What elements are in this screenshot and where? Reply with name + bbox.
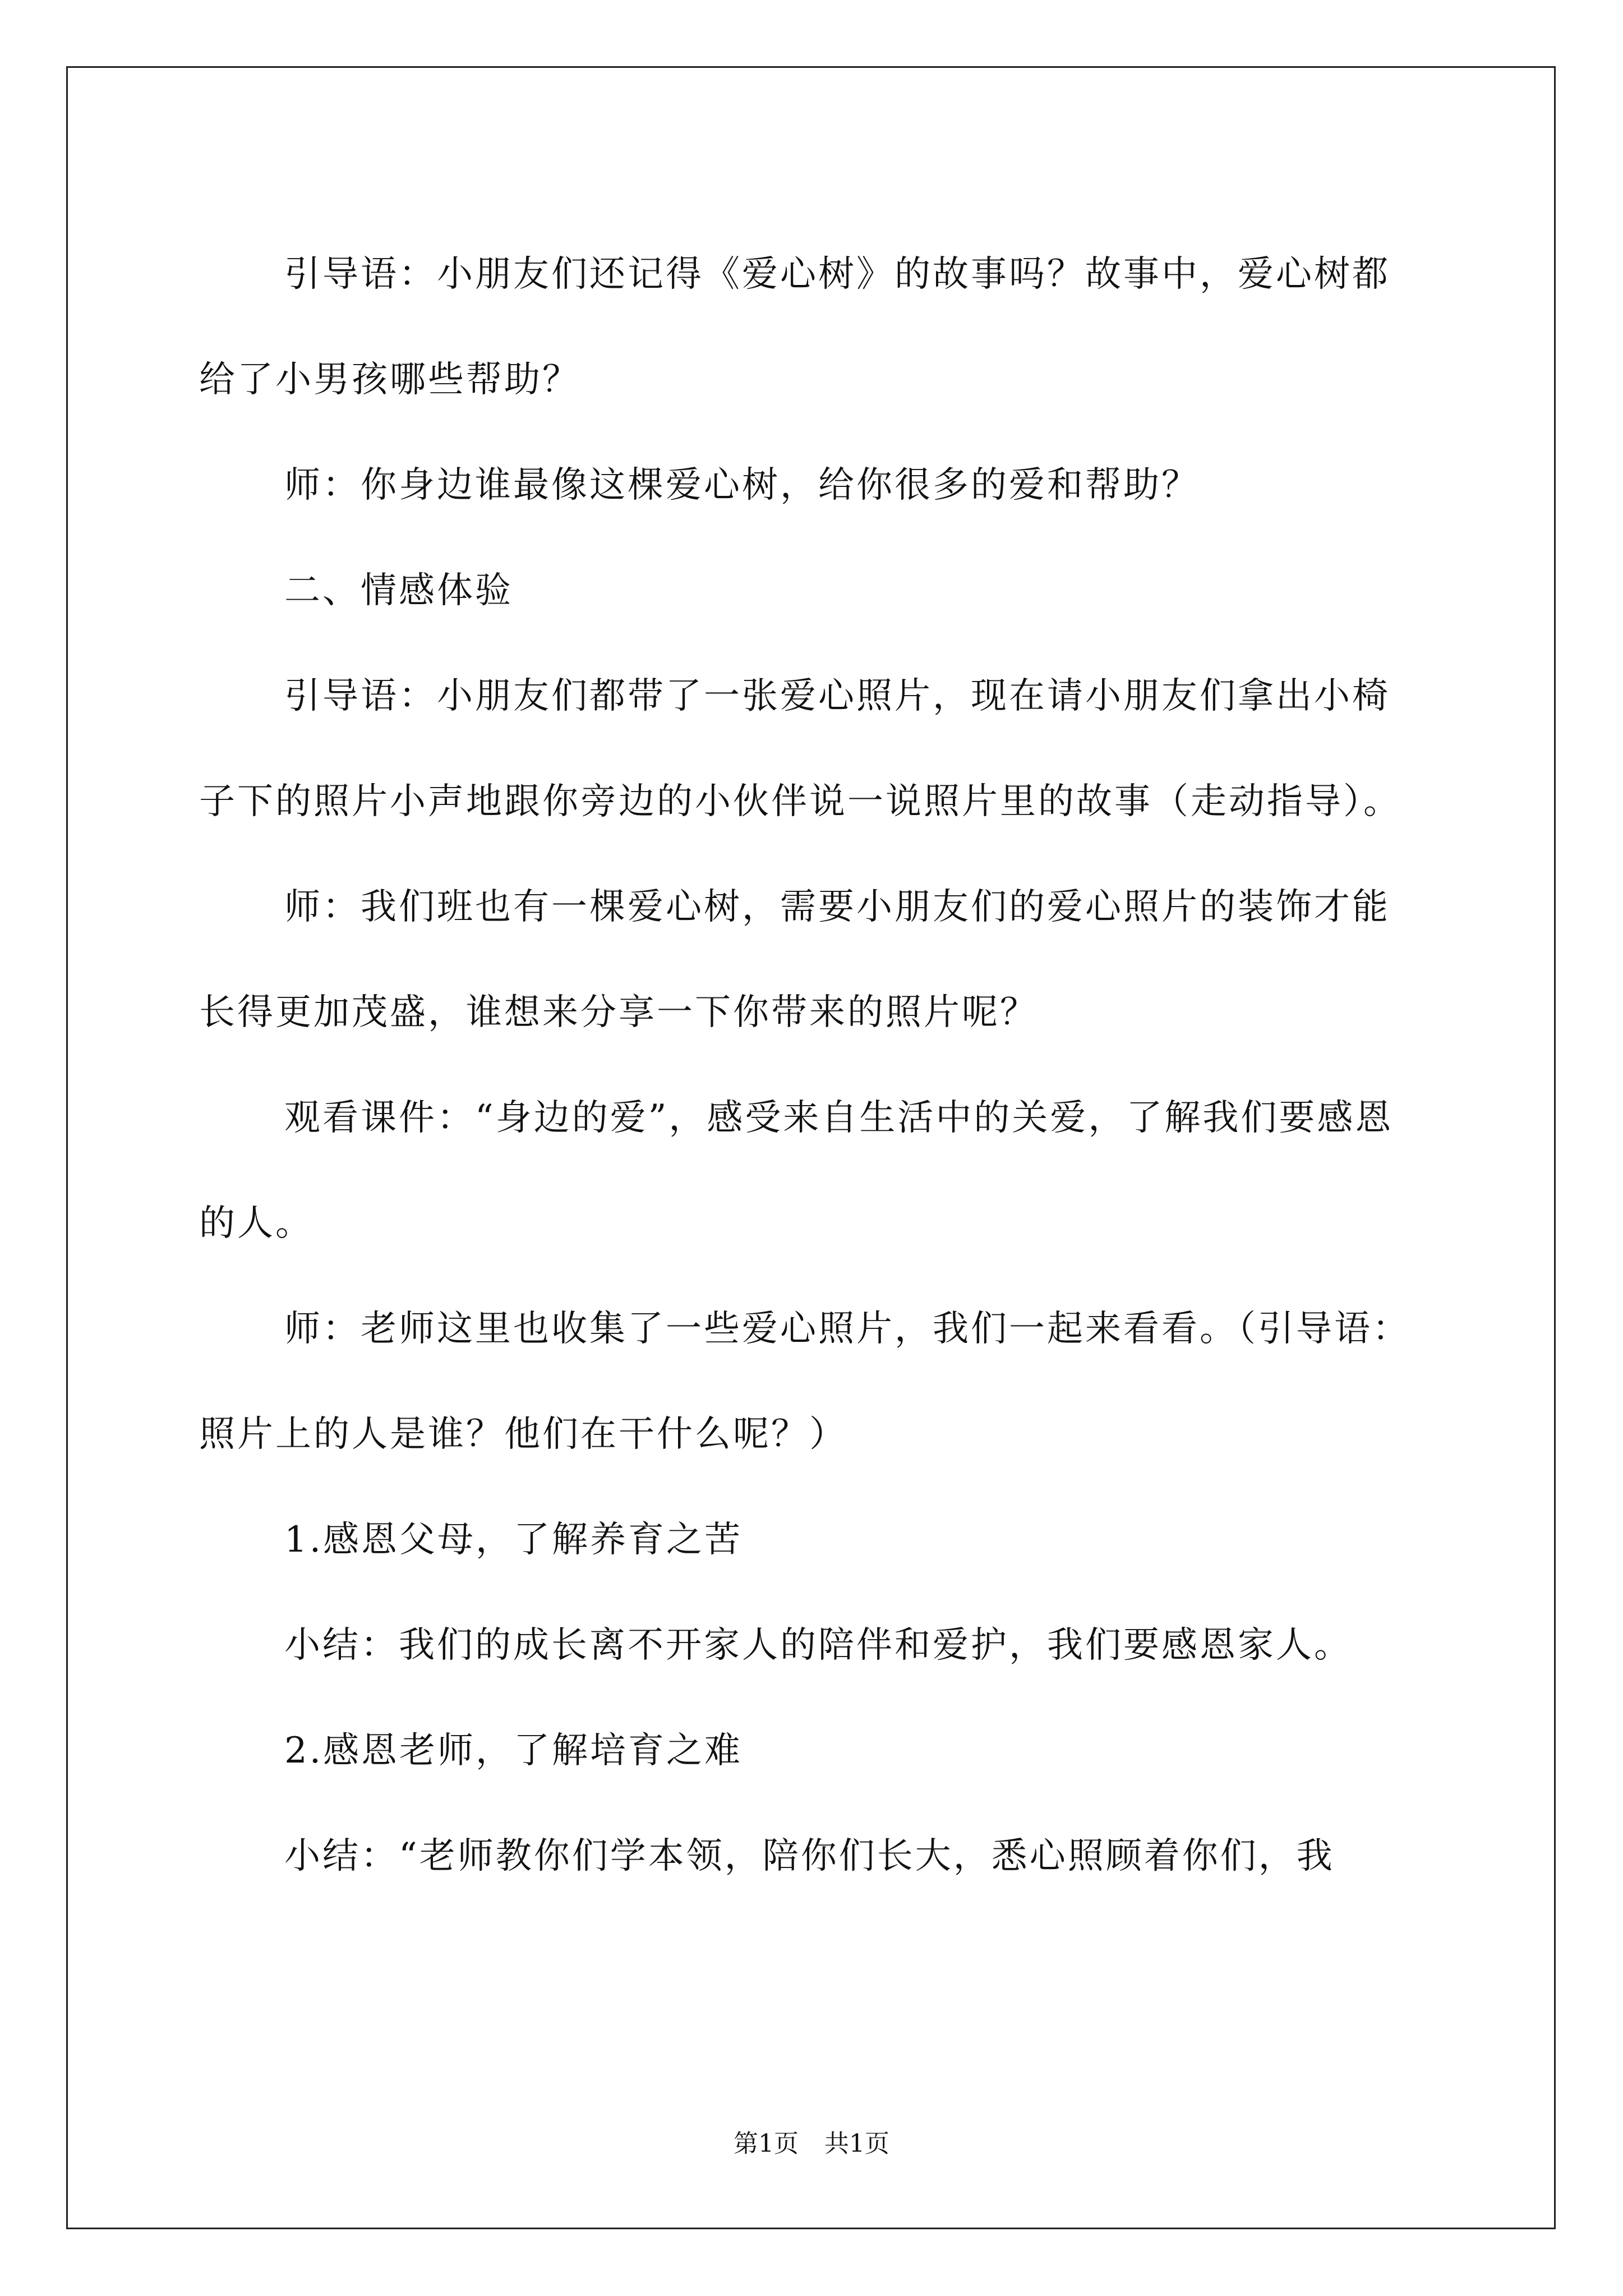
- paragraph: 师：老师这里也收集了一些爱心照片，我们一起来看看。（引导语：照片上的人是谁？他们在干什么呢？）: [199, 1308, 1410, 1455]
- list-item: 1.感恩父母，了解养育之苦: [284, 1519, 743, 1561]
- paragraph: 小结：“老师教你们学本领，陪你们长大，悉心照顾着你们，我: [284, 1835, 1335, 1877]
- paragraph: 引导语：小朋友们都带了一张爱心照片，现在请小朋友们拿出小椅子下的照片小声地跟你旁边的小伙伴说一说照片里的故事（走动指导）。: [199, 675, 1401, 822]
- paragraph: 引导语：小朋友们还记得《爱心树》的故事吗？故事中，爱心树都给了小男孩哪些帮助？: [199, 254, 1390, 401]
- paragraph: 观看课件：“身边的爱”，感受来自生活中的关爱，了解我们要感恩的人。: [199, 1097, 1394, 1244]
- paragraph: 小结：我们的成长离不开家人的陪伴和爱护，我们要感恩家人。: [284, 1625, 1352, 1666]
- page-total: 共1页: [824, 2129, 889, 2158]
- document-body: [199, 222, 1427, 1909]
- list-item: 2.感恩老师，了解培育之难: [284, 1730, 743, 1772]
- section-heading: 二、情感体验: [284, 570, 513, 611]
- page-footer: [0, 2127, 1623, 2161]
- paragraph: 师：我们班也有一棵爱心树，需要小朋友们的爱心照片的装饰才能长得更加茂盛，谁想来分享一下你带来的照片呢？: [199, 886, 1390, 1033]
- paragraph: 师：你身边谁最像这棵爱心树，给你很多的爱和帮助？: [284, 464, 1200, 506]
- page-number: 第1页: [734, 2129, 799, 2158]
